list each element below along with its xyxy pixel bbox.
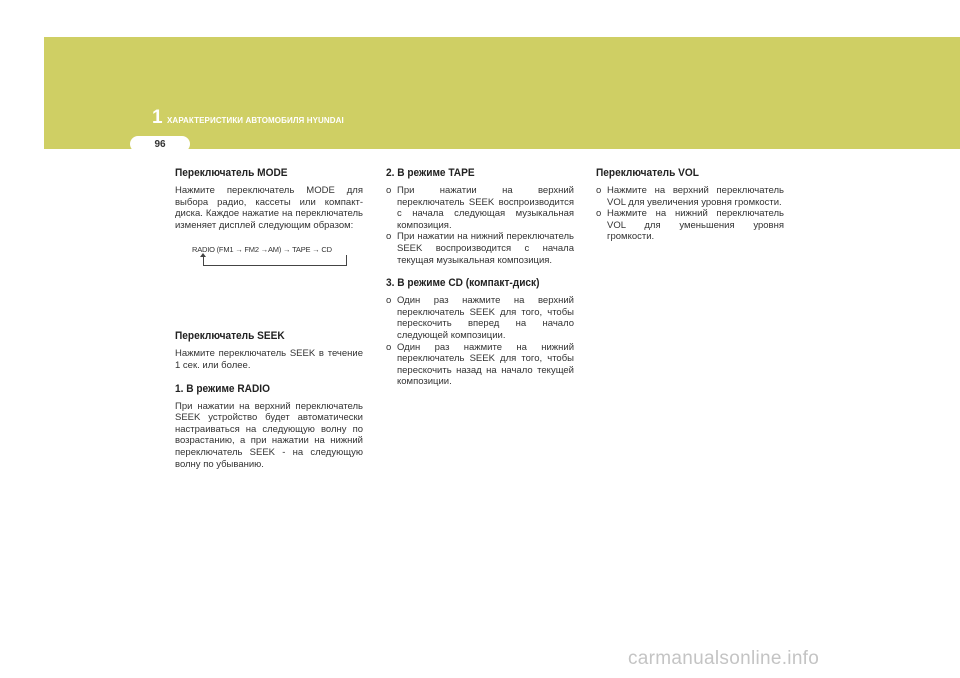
list-item: o Один раз нажмите на нижний переключатель SEEK для того, чтобы перескочить назад на начало текущей композиции. <box>386 341 574 388</box>
bullet-mark: o <box>386 295 392 307</box>
chapter-title: ХАРАКТЕРИСТИКИ АВТОМОБИЛЯ HYUNDAI <box>167 116 344 125</box>
bullet-mark: o <box>386 341 392 353</box>
bullet-mark: o <box>386 231 392 243</box>
column-left <box>175 166 363 470</box>
radio-mode-text: При нажатии на верхний переключатель SEEK устройство будет автоматически настраиваться на следующую волну по возрастанию, а при нажатии на нижний переключатель SEEK - на следующую волну по убыванию. <box>175 400 363 470</box>
list-item: o При нажатии на верхний переключатель SEEK воспроизводится с начала следующая музыкальная композиция. <box>386 185 574 231</box>
list-item: o Нажмите на верхний переключатель VOL для увеличения уровня громкости. <box>596 185 784 208</box>
column-middle <box>386 166 574 388</box>
bullet-mark: o <box>596 208 602 220</box>
chapter-number: 1 <box>152 107 163 128</box>
radio-mode-heading: 1. В режиме RADIO <box>175 382 270 395</box>
bullet-mark: o <box>386 185 392 196</box>
mode-switch-heading: Переключатель MODE <box>175 167 288 179</box>
tape-mode-list <box>386 185 574 266</box>
list-item: o Один раз нажмите на верхний переключатель SEEK для того, чтобы перескочить вперед на начало следующей композиции. <box>386 295 574 341</box>
list-item: o Нажмите на нижний переключатель VOL для уменьшения уровня громкости. <box>596 208 784 243</box>
vol-switch-list <box>596 185 784 243</box>
mode-cycle-text: RADIO (FM1 → FM2 →AM) → TAPE → CD <box>192 245 332 255</box>
cd-mode-heading: 3. В режиме CD (компакт-диск) <box>386 277 540 290</box>
header-band <box>44 37 960 149</box>
watermark: carmanualsonline.info <box>628 648 820 669</box>
bullet-mark: o <box>596 185 602 196</box>
vol-switch-heading: Переключатель VOL <box>596 167 699 179</box>
loop-back-line <box>203 255 347 266</box>
seek-switch-heading: Переключатель SEEK <box>175 330 285 343</box>
loop-arrow-icon <box>200 253 206 257</box>
tape-mode-heading: 2. В режиме TAPE <box>386 167 475 179</box>
column-right <box>596 166 784 243</box>
mode-cycle-diagram <box>175 241 363 281</box>
page-number: 96 <box>154 139 166 150</box>
mode-switch-text: Нажмите переключатель MODE для выбора радио, кассеты или компакт-диска. Каждое нажатие на переключатель изменяет дисплей следующим образом: <box>175 185 363 231</box>
list-item: o При нажатии на нижний переключатель SEEK воспроизводится с начала текущая музыкальная композиция. <box>386 231 574 266</box>
cd-mode-list <box>386 295 574 388</box>
seek-switch-text: Нажмите переключатель SEEK в течение 1 сек. или более. <box>175 348 363 371</box>
